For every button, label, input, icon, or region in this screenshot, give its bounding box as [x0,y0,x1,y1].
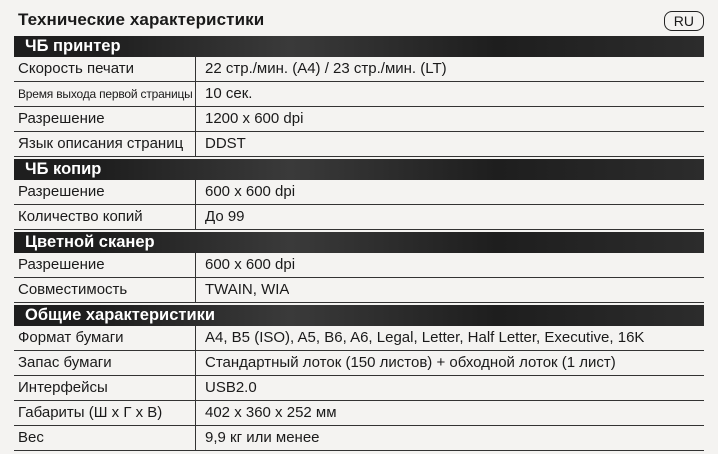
row-label: Разрешение [14,253,196,277]
row-value: 600 x 600 dpi [205,256,296,273]
row-value: 9,9 кг или менее [205,429,320,446]
table-row [14,107,704,132]
row-label: Формат бумаги [14,326,196,350]
row-label: Количество копий [14,205,196,229]
table-row [14,180,704,205]
section-header-general: Общие характеристики [14,305,704,326]
table-row [14,253,704,278]
table-row [14,326,704,351]
row-value: До 99 [205,208,245,225]
row-label: Язык описания страниц [14,132,196,156]
table-row [14,426,704,451]
table-row [14,132,704,157]
row-label: Габариты (Ш х Г х В) [14,401,196,425]
section-header-bw-copier: ЧБ копир [14,159,704,180]
table-row [14,376,704,401]
page-title: Технические характеристики [18,10,265,29]
row-label: Разрешение [14,180,196,204]
row-label: Скорость печати [14,57,196,81]
language-badge: RU [664,11,704,31]
spec-table [14,36,704,451]
row-value: 10 сек. [205,85,253,102]
row-label: Время выхода первой страницы [14,82,196,106]
row-value: A4, B5 (ISO), A5, B6, A6, Legal, Letter, Half Letter, Executive, 16K [205,329,645,346]
row-label: Разрешение [14,107,196,131]
section-header-bw-printer: ЧБ принтер [14,36,704,57]
row-value: Стандартный лоток (150 листов) + обходной лоток (1 лист) [205,354,616,371]
table-row [14,278,704,303]
table-row [14,82,704,107]
row-value: DDST [205,135,246,152]
row-value: 1200 x 600 dpi [205,110,304,127]
row-value: 402 x 360 x 252 мм [205,404,337,421]
table-row [14,351,704,376]
row-label: Интерфейсы [14,376,196,400]
row-label: Вес [14,426,196,450]
table-row [14,401,704,426]
row-label: Запас бумаги [14,351,196,375]
table-row [14,57,704,82]
table-row [14,205,704,230]
row-value: 600 x 600 dpi [205,183,296,200]
row-value: USB2.0 [205,379,257,396]
row-value: TWAIN, WIA [205,281,290,298]
row-label: Совместимость [14,278,196,302]
row-value: 22 стр./мин. (A4) / 23 стр./мин. (LT) [205,60,447,77]
section-header-color-scanner: Цветной сканер [14,232,704,253]
